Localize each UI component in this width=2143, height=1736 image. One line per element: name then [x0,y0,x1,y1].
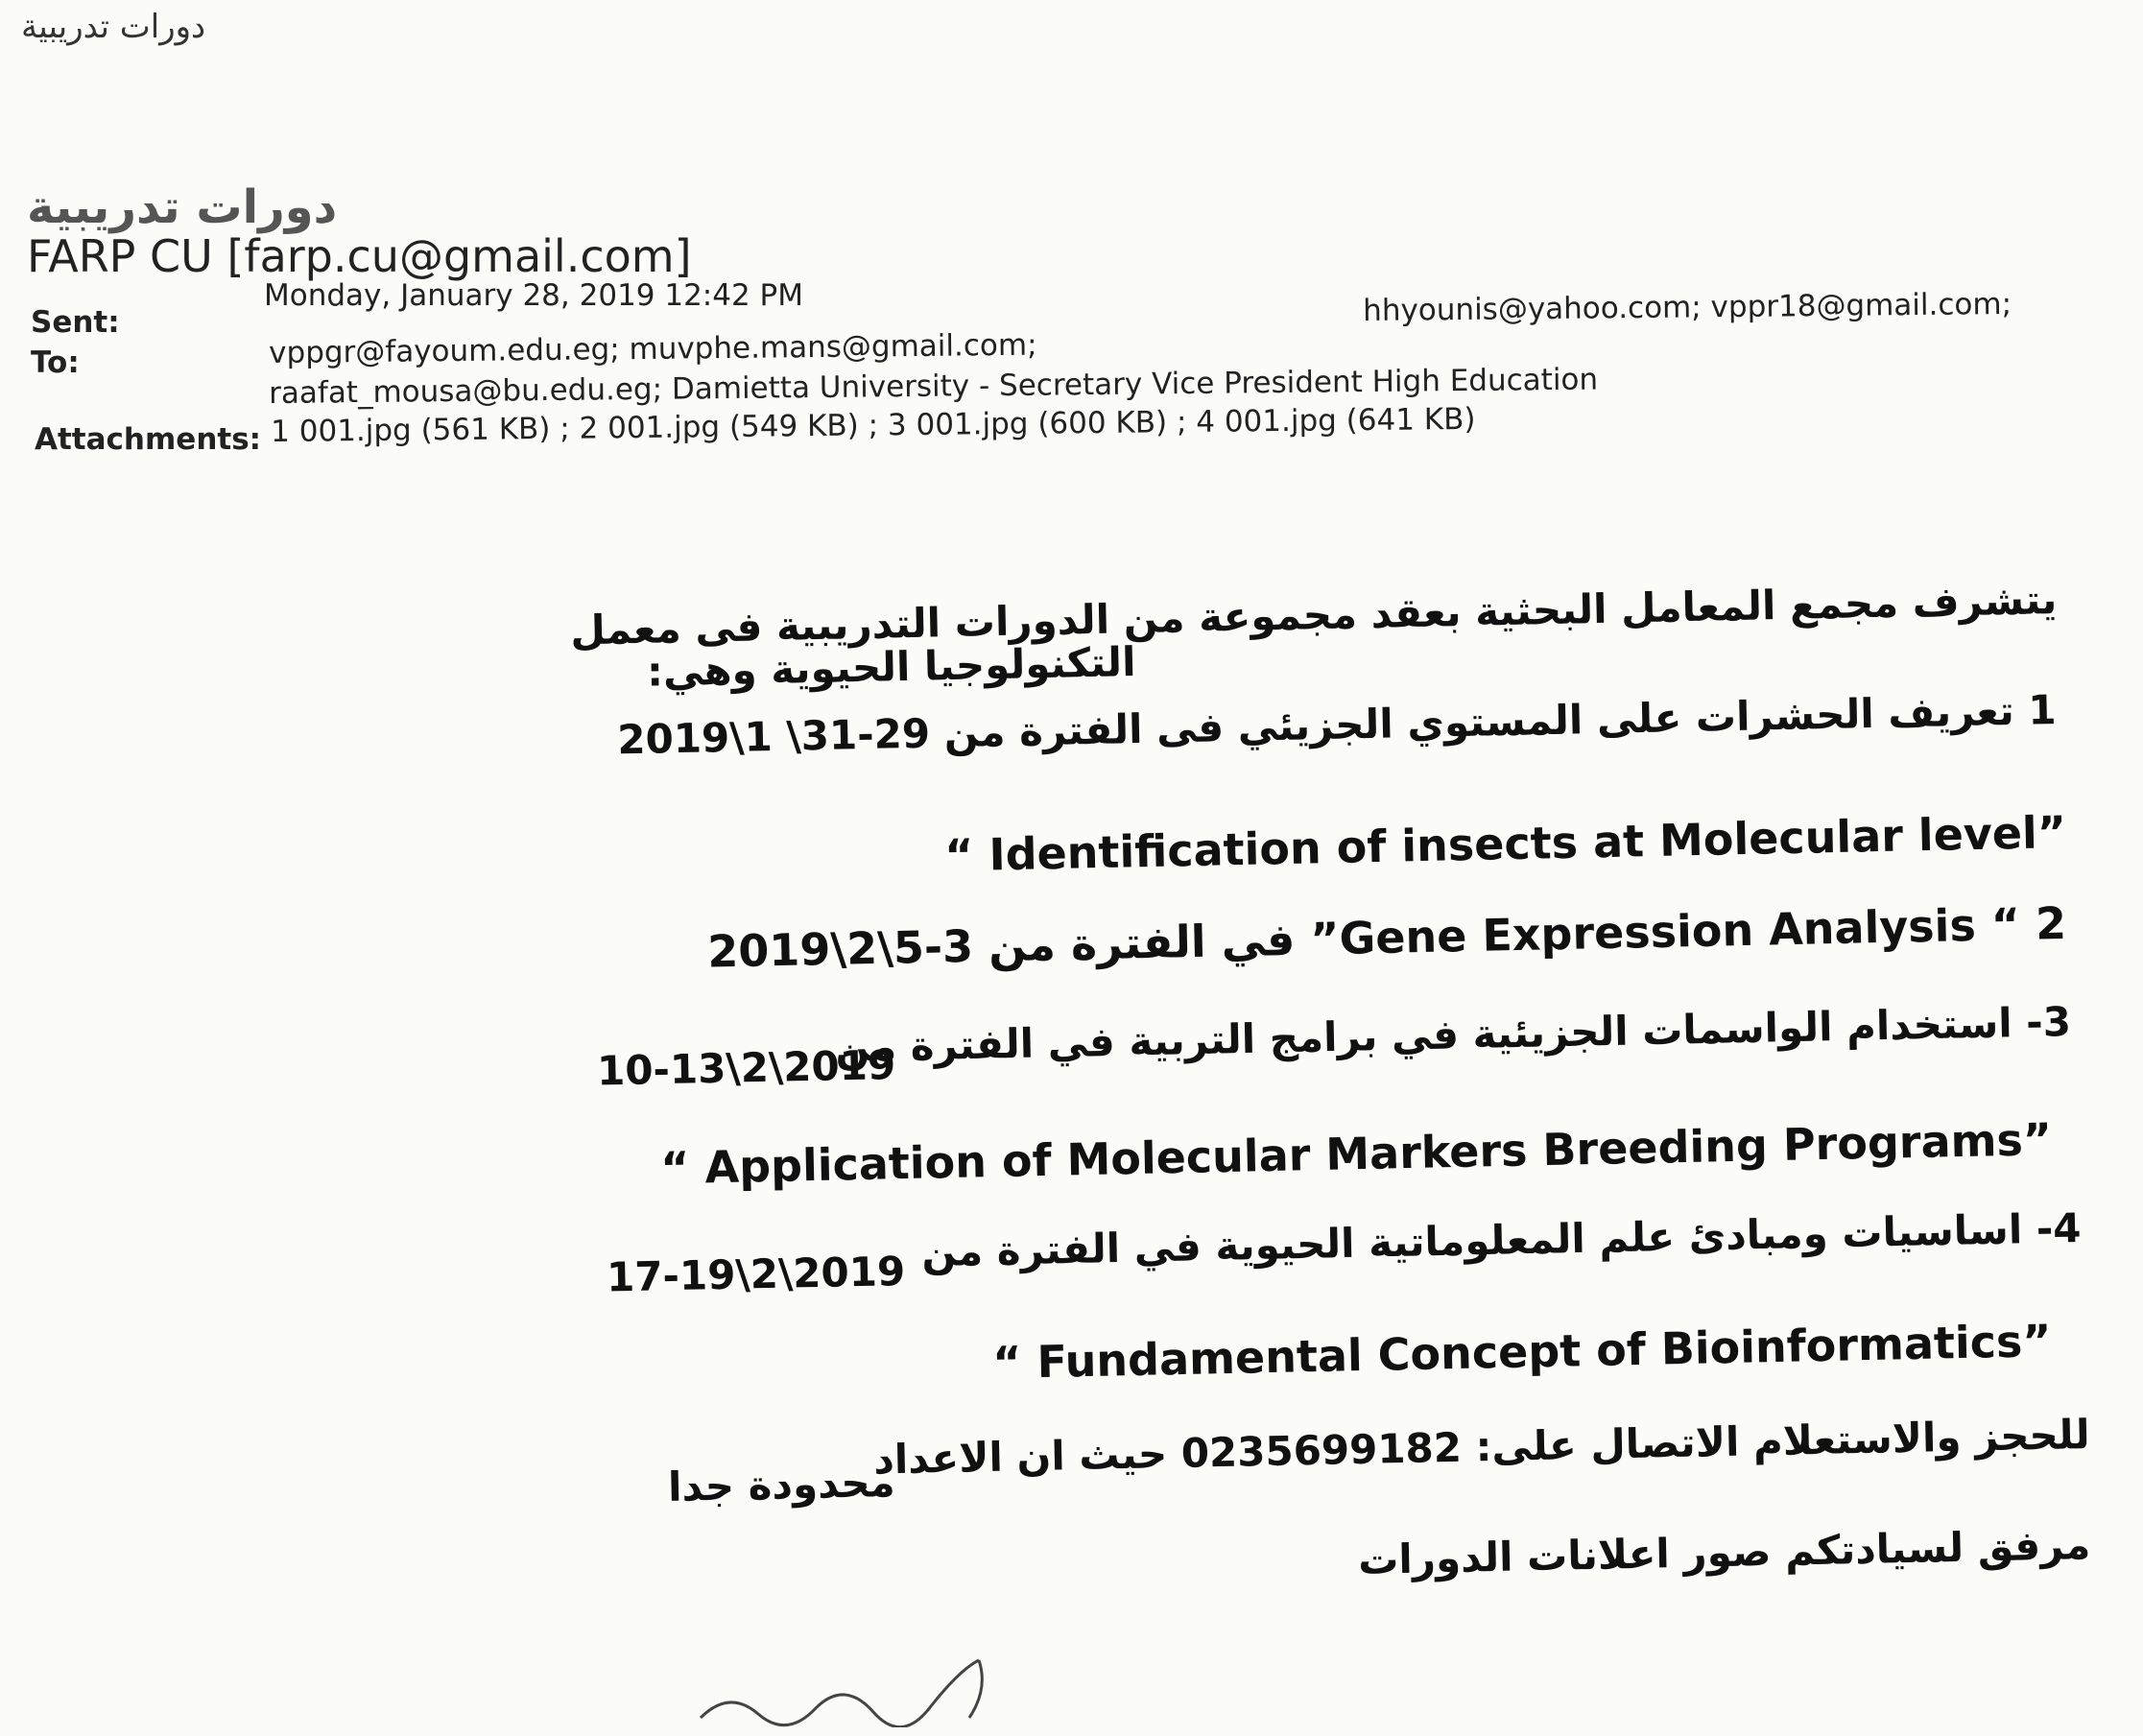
intro-line-1: يتشرف مجمع المعامل البحثية بعقد مجموعة من الدورات التدريبية فى معمل [569,576,2058,654]
course-2-line: 2 “ Gene Expression Analysis” في الفترة من 3-5\2\2019 [706,897,2067,978]
page-header-title: دورات تدريبية [21,8,206,46]
contact-line-1: للحجز والاستعلام الاتصال على: 0235699182 حيث ان الاعداد [873,1411,2091,1484]
contact-line-2: محدودة جدا [667,1459,896,1510]
course-1-english: “ Identification of insects at Molecular level” [943,806,2067,882]
to-recipients-line-3: raafat_mousa@bu.edu.eg; Damietta University - Secretary Vice President High Education [269,362,1599,411]
course-3-arabic: 3- استخدام الواسمات الجزيئية في برامج التربية في الفترة من [834,998,2072,1071]
to-recipients-line-2: vppgr@fayoum.edu.eg; muvphe.mans@gmail.com; [269,327,1037,370]
course-4-date: 17-19\2\2019 [606,1248,906,1301]
course-3-english: “ Application of Molecular Markers Breeding Programs” [659,1113,2053,1195]
sent-label: Sent: [31,305,120,340]
handwritten-signature [691,1651,1056,1727]
course-4-arabic: 4- اساسيات ومبادئ علم المعلوماتية الحيوية في الفترة من [920,1204,2082,1276]
attachment-note: مرفق لسيادتكم صور اعلانات الدورات [1357,1521,2091,1583]
attachments-list: 1 001.jpg (561 KB) ; 2 001.jpg (549 KB) ; 3 001.jpg (600 KB) ; 4 001.jpg (641 KB) [271,401,1476,449]
attachments-label: Attachments: [35,422,262,457]
email-sender: FARP CU [farp.cu@gmail.com] [27,230,692,282]
course-3-date: 10-13\2\2019 [596,1041,896,1095]
to-label: To: [31,345,80,380]
email-subject: دورات تدريبية [27,180,338,234]
sent-value: Monday, January 28, 2019 12:42 PM [264,278,803,313]
course-1-arabic: 1 تعريف الحشرات على المستوي الجزيئي فى الفترة من 29-31\ 1\2019 [617,686,2058,764]
intro-line-2: التكنولوجيا الحيوية وهي: [646,638,1136,696]
course-4-english: “ Fundamental Concept of Bioinformatics” [992,1315,2053,1390]
to-recipients-line-1: hhyounis@yahoo.com; vppr18@gmail.com; [1363,286,2012,328]
